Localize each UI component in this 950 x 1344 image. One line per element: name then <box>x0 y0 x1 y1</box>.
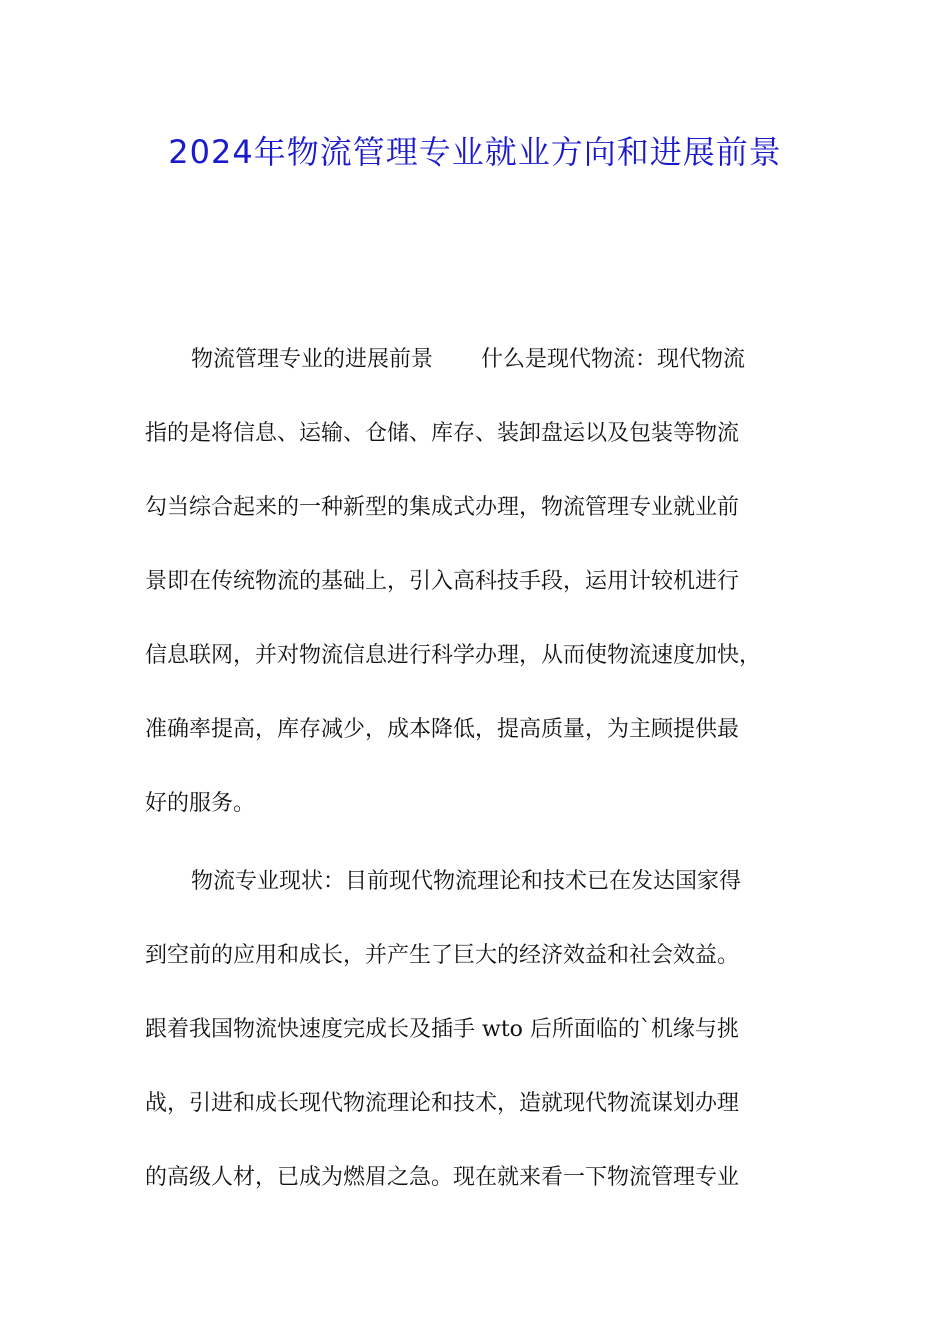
paragraph-line: 景即在传统物流的基础上，引入高科技手段，运用计较机进行 <box>145 569 740 594</box>
section-heading: 物流管理专业的进展前景 <box>191 347 434 372</box>
paragraph-line: 准确率提高，库存减少，成本降低，提高质量，为主顾提供最 <box>145 717 740 742</box>
document-title: 2024年物流管理专业就业方向和进展前景 <box>168 133 782 171</box>
paragraph-line: 勾当综合起来的一种新型的集成式办理，物流管理专业就业前 <box>145 495 740 520</box>
paragraph-line: 的高级人材，已成为燃眉之急。现在就来看一下物流管理专业 <box>145 1165 740 1190</box>
paragraph-line: 到空前的应用和成长，并产生了巨大的经济效益和社会效益。 <box>145 943 740 968</box>
paragraph-line: 跟着我国物流快速度完成长及插手 wto 后所面临的`机缘与挑 <box>145 1017 739 1042</box>
paragraph-2 <box>145 845 810 1215</box>
paragraph-line <box>145 323 810 397</box>
paragraph-line: 信息联网，并对物流信息进行科学办理，从而使物流速度加快， <box>145 643 762 668</box>
paragraph-1 <box>145 323 810 841</box>
paragraph-line: 指的是将信息、运输、仓储、库存、装卸盘运以及包装等物流 <box>145 421 740 446</box>
paragraph-line: 战，引进和成长现代物流理论和技术，造就现代物流谋划办理 <box>145 1091 740 1116</box>
line-text: 什么是现代物流：现代物流 <box>481 347 746 372</box>
paragraph-line: 好的服务。 <box>145 791 256 816</box>
paragraph-line: 物流专业现状：目前现代物流理论和技术已在发达国家得 <box>191 869 742 894</box>
